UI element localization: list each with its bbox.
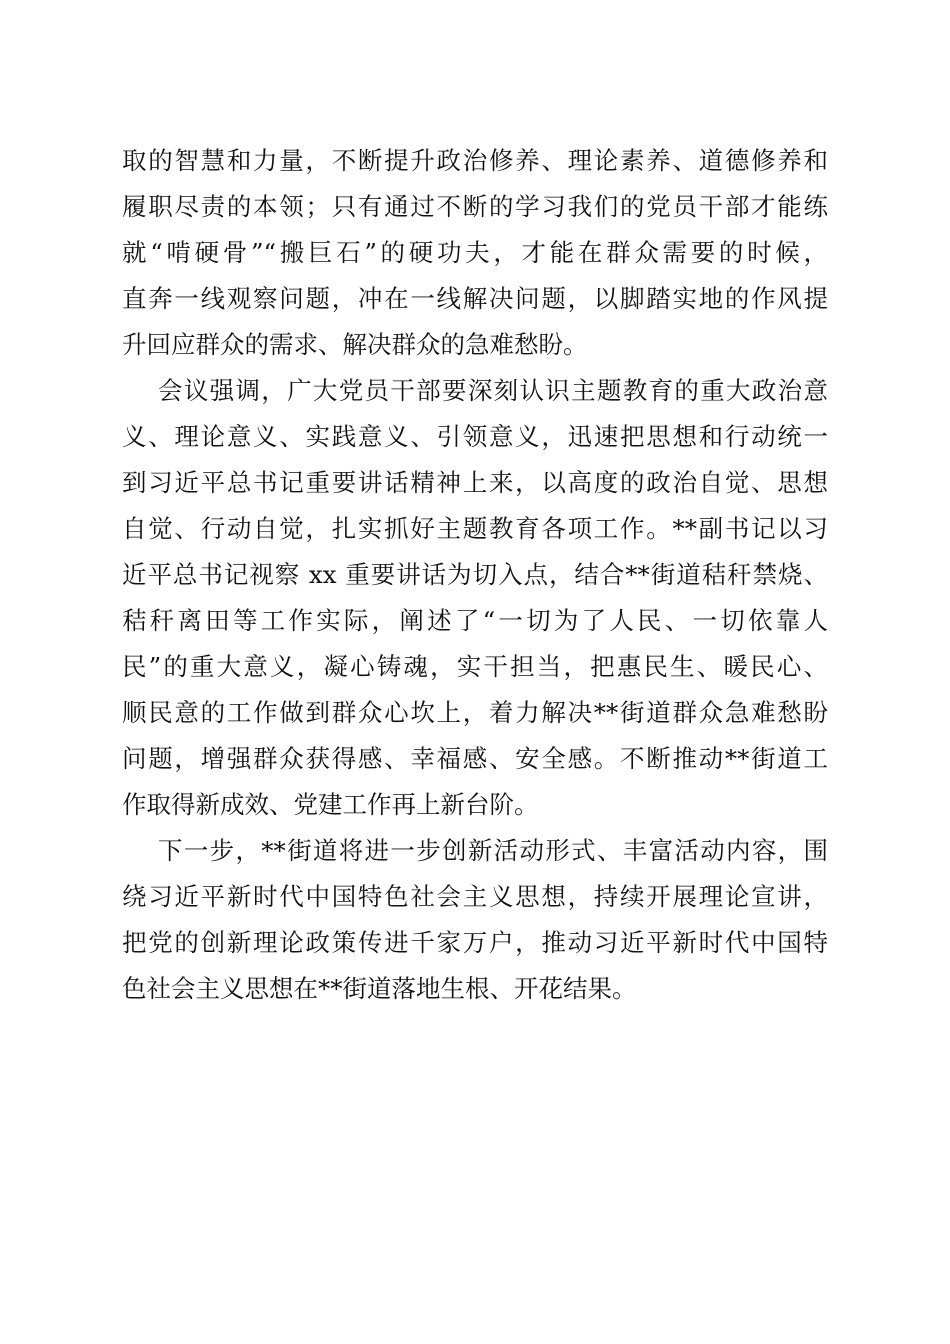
text-line: 把党的创新理论政策传进千家万户，推动习近平新时代中国特 xyxy=(122,928,828,957)
text-line: 到习近平总书记重要讲话精神上来，以高度的政治自觉、思想 xyxy=(122,468,828,497)
paragraph-continuation xyxy=(122,138,828,368)
text-line: 履职尽责的本领；只有通过不断的学习我们的党员干部才能练 xyxy=(122,192,828,221)
text-line: 义、理论意义、实践意义、引领意义，迅速把思想和行动统一 xyxy=(122,422,828,451)
text-line: 秸秆离田等工作实际，阐述了“一切为了人民、一切依靠人 xyxy=(122,606,828,635)
text-line: 下一步，**街道将进一步创新活动形式、丰富活动内容，围 xyxy=(158,836,828,865)
text-line: 近平总书记视察 xx 重要讲话为切入点，结合**街道秸秆禁烧、 xyxy=(122,560,828,589)
text-line: 色社会主义思想在**街道落地生根、开花结果。 xyxy=(122,974,637,1003)
text-line: 取的智慧和力量，不断提升政治修养、理论素养、道德修养和 xyxy=(122,146,828,175)
text-line: 问题，增强群众获得感、幸福感、安全感。不断推动**街道工 xyxy=(122,744,828,773)
text-line: 直奔一线观察问题，冲在一线解决问题，以脚踏实地的作风提 xyxy=(122,284,828,313)
paragraph-meeting-emphasis xyxy=(122,368,828,828)
text-line: 绕习近平新时代中国特色社会主义思想，持续开展理论宣讲， xyxy=(122,882,828,911)
text-line: 作取得新成效、党建工作再上新台阶。 xyxy=(122,790,539,819)
text-line: 民”的重大意义，凝心铸魂，实干担当，把惠民生、暖民心、 xyxy=(122,652,828,681)
body-text xyxy=(122,138,828,1012)
text-line: 会议强调，广大党员干部要深刻认识主题教育的重大政治意 xyxy=(158,376,828,405)
text-line: 升回应群众的需求、解决群众的急难愁盼。 xyxy=(122,330,588,359)
text-line: 自觉、行动自觉，扎实抓好主题教育各项工作。**副书记以习 xyxy=(122,514,828,543)
text-line: 顺民意的工作做到群众心坎上，着力解决**街道群众急难愁盼 xyxy=(122,698,828,727)
paragraph-next-steps xyxy=(122,828,828,1012)
text-line: 就“啃硬骨”“搬巨石”的硬功夫，才能在群众需要的时候， xyxy=(122,238,828,267)
